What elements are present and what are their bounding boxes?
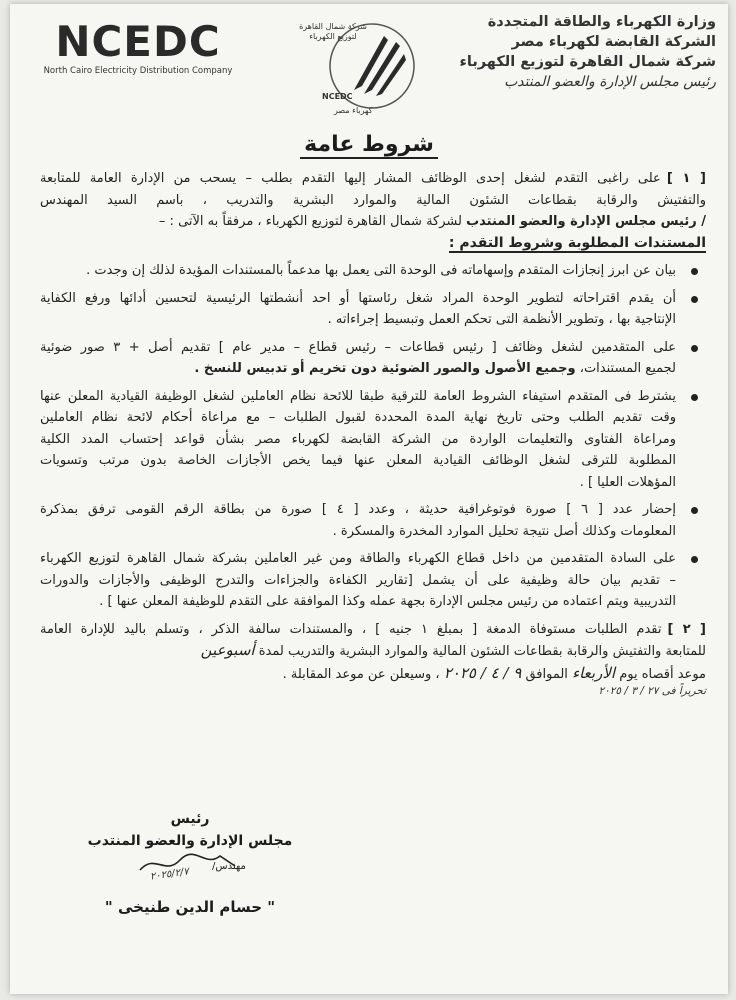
engineer-label: مهندس/ [212,861,246,872]
list-item: يشترط فى المتقدم استيفاء الشروط العامة للترقية طبقا للائحة نظام العاملين لشغل الوظيفة القيادية المعلن عنها وقت تقديم الطلب وحتى تاريخ نهاية المدة المحددة لقبول الطلبات – مع مراعاة أحكام لائحة نظام العاملين ومراعاة الفتاوى والتعليمات الواردة من الشركة القابضة لكهرباء مصر بشأن قواعد إحتساب المدد الكلية المطلوبة للترقى لشغل الوظائف القيادية المعلن عنها فيما يخص الأجازات الخاصة بدون مرتب وتسويات المؤهلات العليا ] . [40,386,706,494]
emblem-arabic-top: شركة شمال القاهرة لتوزيع الكهرباء [299,22,367,41]
list-item: إحضار عدد [ ٦ ] صورة فوتوغرافية حديثة ، وعدد [ ٤ ] صورة من بطاقة الرقم القومى ترفق بمذكرة المعلومات وكذلك أصل نتيجة تحليل الموارد المخدرة والمسكرة . [40,499,706,542]
list-item: بيان عن ابرز إنجازات المتقدم وإسهاماته فى الوحدة التى يعمل بها مدعماً بالمستندات المؤيدة لذلك إن وجدت . [40,260,706,282]
clause-2-line-1: [ ٢ ]تقدم الطلبات مستوفاة الدمغة [ بمبلغ ١ جنيه ] ، والمستندات سالفة الذكر ، وتسلم باليد للإدارة العامة [40,621,706,637]
clause-1-line-1: [ ١ ]على راغبى التقدم لشغل إحدى الوظائف المشار إليها التقدم بطلب – يسحب من الإدارة العامة للمتابعة [40,171,706,186]
clause-2-line-2: للمتابعة والتفتيش والرقابة بقطاعات الشئون المالية والموارد البشرية والتدريب لمدة أسبوعين [200,641,706,659]
logo-wordmark: NCEDC [55,17,221,66]
signatory-name: " حسام الدين طنيخى " [104,898,276,916]
chairman-office: رئيس مجلس الإدارة والعضو المنتدب [504,74,716,90]
list-item: على السادة المتقدمين من داخل قطاع الكهرباء والطاقة ومن غير العاملين بشركة شمال القاهرة لتوزيع الكهرباء – تقديم بيان حالة وظيفية على أن يشمل [تقارير الكفاءة والجزاءات والتدرج الوظيفى والأجازات والدورات التدريبية ويتم اعتماده من رئيس مجلس الإدارة بجهة عمله وكذا الموافقة على التقدم للوظيفة المعلن عنها ] . [40,548,706,613]
clause-1-line-3: / رئيس مجلس الإدارة والعضو المنتدب لشركة شمال القاهرة لتوزيع الكهرباء ، مرفقاً به الآتى : – [158,214,706,229]
list-item: أن يقدم اقتراحاته لتطوير الوحدة المراد شغل رئاستها أو احد أنشطتها الرئيسية لتحسين أدائها ورفع الكفاية الإنتاجية بها ، وتطوير الأنظمة التى تحكم العمل وتبسيط إجراءاته . [40,288,706,331]
section-heading: المستندات المطلوبة وشروط التقدم : [448,234,706,251]
issue-date: تحريراً فى ٢٧ / ٣ / ٢٠٢٥ [598,685,706,697]
letterhead [416,12,716,92]
list-item: على المتقدمين لشغل وظائف [ رئيس قطاعات – رئيس قطاع – مدير عام ] تقديم أصل + ٣ صور ضوئية لجميع المستندات، وجميع الأصول والصور الضوئية دون تخريم أو تدبيس للنسخ . [40,337,706,380]
company-name: شركة شمال القاهرة لتوزيع الكهرباء [459,54,716,70]
signatory-title-1: رئيس [170,811,210,827]
signature-block [70,808,310,918]
emblem-english: NCEDC [322,92,353,101]
clause-1-line-2: والتفتيش والرقابة بقطاعات الشئون المالية والموارد البشرية والتدريب ، باسم السيد المهندس [40,192,706,208]
handwritten-signature-icon [130,848,250,878]
ministry-name: وزارة الكهرباء والطاقة المتجددة [487,14,716,30]
signature-date: ٢٠٢٥/٢/٧ [149,866,190,883]
ncedc-logo [38,18,238,76]
company-emblem [292,14,432,119]
page-title: شروط عامة [10,132,728,157]
clause-2-line-3: موعد أقصاه يوم الأربعاء الموافق ٩ / ٤ / ٢٠٢٥ ، وسيعلن عن موعد المقابلة . [282,663,706,682]
document-body [40,168,706,697]
emblem-arabic-bottom: كهرباء مصر [334,106,373,115]
holding-company-name: الشركة القابضة لكهرباء مصر [511,34,716,50]
document-page [10,4,728,994]
logo-subtitle: North Cairo Electricity Distribution Company [43,66,233,76]
signatory-title-2: مجلس الإدارة والعضو المنتدب [87,833,293,849]
